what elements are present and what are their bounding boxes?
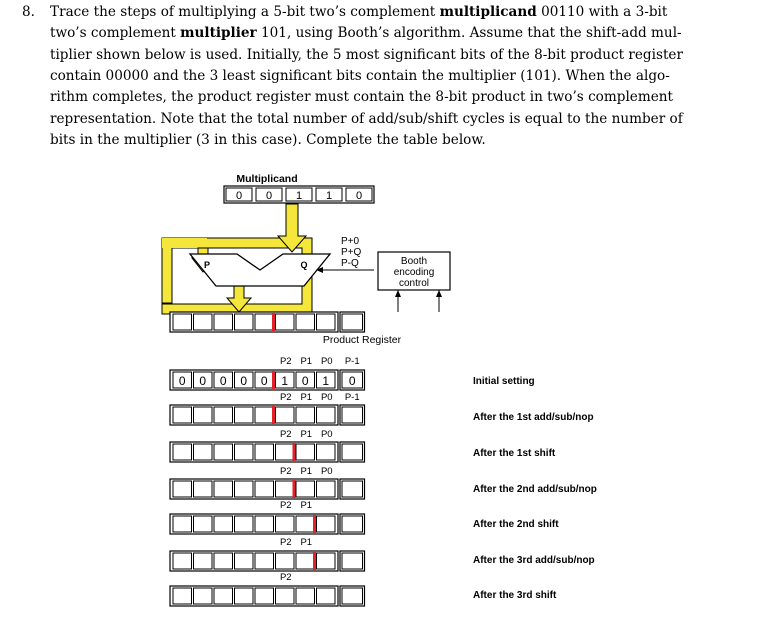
bit-cell[interactable] [194, 516, 213, 532]
table-row [170, 392, 594, 425]
p-minus-1-cell[interactable] [342, 407, 363, 423]
bit-cell[interactable] [194, 481, 213, 497]
bit-header: P1 [300, 429, 313, 440]
trace-table [170, 356, 597, 606]
question-line-3: tiplier shown below is used. Initially, the 5 most significant bits of the 8-bit product register [50, 46, 683, 63]
product-register [170, 312, 365, 332]
question-line-6: representation. Note that the total number of add/sub/shift cycles is equal to the number of [50, 110, 683, 127]
multiplicand-register [224, 186, 374, 203]
register-divider-marker [272, 313, 275, 331]
bit-cell[interactable] [296, 481, 315, 497]
bit-header: P2 [279, 572, 292, 583]
bit-cell[interactable] [276, 407, 295, 423]
binary-point-marker [272, 406, 275, 424]
table-row [170, 356, 535, 390]
bit-cell[interactable] [214, 588, 233, 604]
product-register-p-minus-1-cell [342, 314, 363, 330]
multiplicand-bit: 0 [355, 190, 363, 202]
bit-cell[interactable] [173, 553, 192, 569]
bit-cell[interactable] [235, 588, 254, 604]
alu-input-q: Q [300, 260, 308, 270]
row-label: After the 3rd add/sub/nop [473, 555, 595, 566]
bit-cell[interactable] [194, 588, 213, 604]
row-label: After the 2nd add/sub/nop [473, 484, 597, 495]
bit-cell[interactable] [214, 553, 233, 569]
initial-bit: 0 [199, 374, 207, 388]
bit-cell[interactable] [194, 407, 213, 423]
bit-header: P1 [300, 392, 313, 403]
bit-header: P0 [320, 356, 333, 367]
bit-cell[interactable] [255, 481, 274, 497]
multiplicand-bit: 0 [235, 190, 243, 202]
binary-point-marker [293, 443, 296, 461]
bit-cell[interactable] [296, 444, 315, 460]
bit-header: P0 [320, 466, 333, 477]
bit-cell[interactable] [317, 588, 336, 604]
bit-cell[interactable] [276, 553, 295, 569]
binary-point-marker [313, 515, 316, 533]
bit-cell[interactable] [214, 444, 233, 460]
p-minus-1-cell[interactable] [342, 481, 363, 497]
bit-cell[interactable] [235, 516, 254, 532]
question-number: 8. [22, 4, 35, 20]
product-register-label: Product Register [322, 334, 402, 346]
question-line-5: rithm completes, the product register must contain the 8-bit product in two’s complement [50, 89, 674, 106]
initial-bit: 0 [348, 374, 356, 388]
bit-header: P1 [300, 356, 313, 367]
bit-header: P0 [320, 392, 333, 403]
table-row [170, 466, 597, 499]
bit-header: P2 [279, 500, 292, 511]
bit-cell[interactable] [296, 516, 315, 532]
bit-header: P0 [320, 429, 333, 440]
bit-cell[interactable] [317, 553, 336, 569]
product-register-cell [317, 314, 336, 330]
bit-cell[interactable] [173, 444, 192, 460]
bit-header: P-1 [344, 356, 360, 367]
multiplicand-bit: 0 [265, 190, 273, 202]
bit-cell[interactable] [194, 444, 213, 460]
bit-cell[interactable] [296, 407, 315, 423]
bit-cell[interactable] [173, 516, 192, 532]
bit-cell[interactable] [214, 407, 233, 423]
alu-op-p-plus-q: P+Q [341, 247, 362, 258]
question-line-4: contain 00000 and the 3 least significant bits contain the multiplier (101). When the algo- [50, 67, 670, 84]
row-label: After the 3rd shift [473, 590, 557, 601]
row-label: Initial setting [473, 376, 535, 387]
bit-cell[interactable] [214, 516, 233, 532]
row-label: After the 1st shift [473, 448, 556, 459]
initial-bit: 1 [281, 374, 289, 388]
initial-bit: 0 [178, 374, 186, 388]
bit-cell[interactable] [235, 444, 254, 460]
row-label: After the 2nd shift [473, 519, 559, 530]
table-row [170, 572, 557, 606]
bit-header: P1 [300, 537, 313, 548]
question-line-7: bits in the multiplier (3 in this case). Complete the table below. [50, 131, 486, 148]
table-row [170, 537, 595, 571]
bit-header: P2 [279, 356, 292, 367]
binary-point-marker [313, 552, 316, 570]
multiplicand-label: Multiplicand [236, 173, 298, 185]
initial-bit: 0 [240, 374, 248, 388]
product-register-cell [255, 314, 274, 330]
bit-cell[interactable] [276, 444, 295, 460]
initial-bit: 0 [260, 374, 268, 388]
p-minus-1-cell[interactable] [342, 516, 363, 532]
alu-op-p-minus-q: P-Q [341, 258, 359, 269]
bit-cell[interactable] [317, 407, 336, 423]
bit-cell[interactable] [317, 516, 336, 532]
bit-header: P1 [300, 466, 313, 477]
initial-bit: 0 [301, 374, 309, 388]
p-minus-1-cell[interactable] [342, 588, 363, 604]
bit-cell[interactable] [296, 588, 315, 604]
bit-cell[interactable] [317, 444, 336, 460]
bit-header: P2 [279, 537, 292, 548]
booth-label-1: Booth [400, 256, 428, 267]
bit-cell[interactable] [276, 481, 295, 497]
alu-op-p-plus-0: P+0 [341, 236, 360, 247]
initial-bit: 1 [322, 374, 330, 388]
bit-header: P2 [279, 429, 292, 440]
bit-cell[interactable] [255, 444, 274, 460]
initial-bit: 0 [219, 374, 227, 388]
question-line-1: Trace the steps of multiplying a 5-bit two’s complement multiplicand 00110 with a 3-bit [50, 4, 668, 20]
bit-header: P2 [279, 466, 292, 477]
bit-cell[interactable] [214, 481, 233, 497]
alu-input-p: P [203, 260, 211, 270]
bit-cell[interactable] [276, 516, 295, 532]
question-line-2: two’s complement multiplier 101, using Booth’s algorithm. Assume that the shift-add mul- [50, 25, 682, 42]
bit-cell[interactable] [255, 553, 274, 569]
product-register-cell [276, 314, 295, 330]
bit-cell[interactable] [235, 481, 254, 497]
bit-cell[interactable] [317, 481, 336, 497]
p-minus-1-cell[interactable] [342, 444, 363, 460]
booth-label-3: control [398, 278, 430, 289]
multiplicand-bit: 1 [295, 190, 303, 202]
bit-cell[interactable] [173, 481, 192, 497]
product-register-cell [173, 314, 192, 330]
bit-header: P2 [279, 392, 292, 403]
p-minus-1-cell[interactable] [342, 553, 363, 569]
bit-cell[interactable] [255, 516, 274, 532]
bit-cell[interactable] [194, 553, 213, 569]
binary-point-marker [272, 371, 275, 389]
binary-point-marker [293, 480, 296, 498]
multiplicand-bit: 1 [325, 190, 333, 202]
bit-cell[interactable] [276, 588, 295, 604]
booth-label-2: encoding [393, 267, 435, 278]
product-register-cell [194, 314, 213, 330]
product-register-cell [296, 314, 315, 330]
bit-cell[interactable] [235, 553, 254, 569]
bit-cell[interactable] [255, 407, 274, 423]
product-register-cell [214, 314, 233, 330]
bit-header: P-1 [344, 392, 360, 403]
bit-header: P1 [300, 500, 313, 511]
bit-cell[interactable] [173, 588, 192, 604]
bit-cell[interactable] [235, 407, 254, 423]
bit-cell[interactable] [173, 407, 192, 423]
table-row [170, 500, 559, 534]
table-row [170, 429, 556, 462]
bit-cell[interactable] [255, 588, 274, 604]
row-label: After the 1st add/sub/nop [473, 412, 594, 423]
bit-cell[interactable] [296, 553, 315, 569]
product-register-cell [235, 314, 254, 330]
